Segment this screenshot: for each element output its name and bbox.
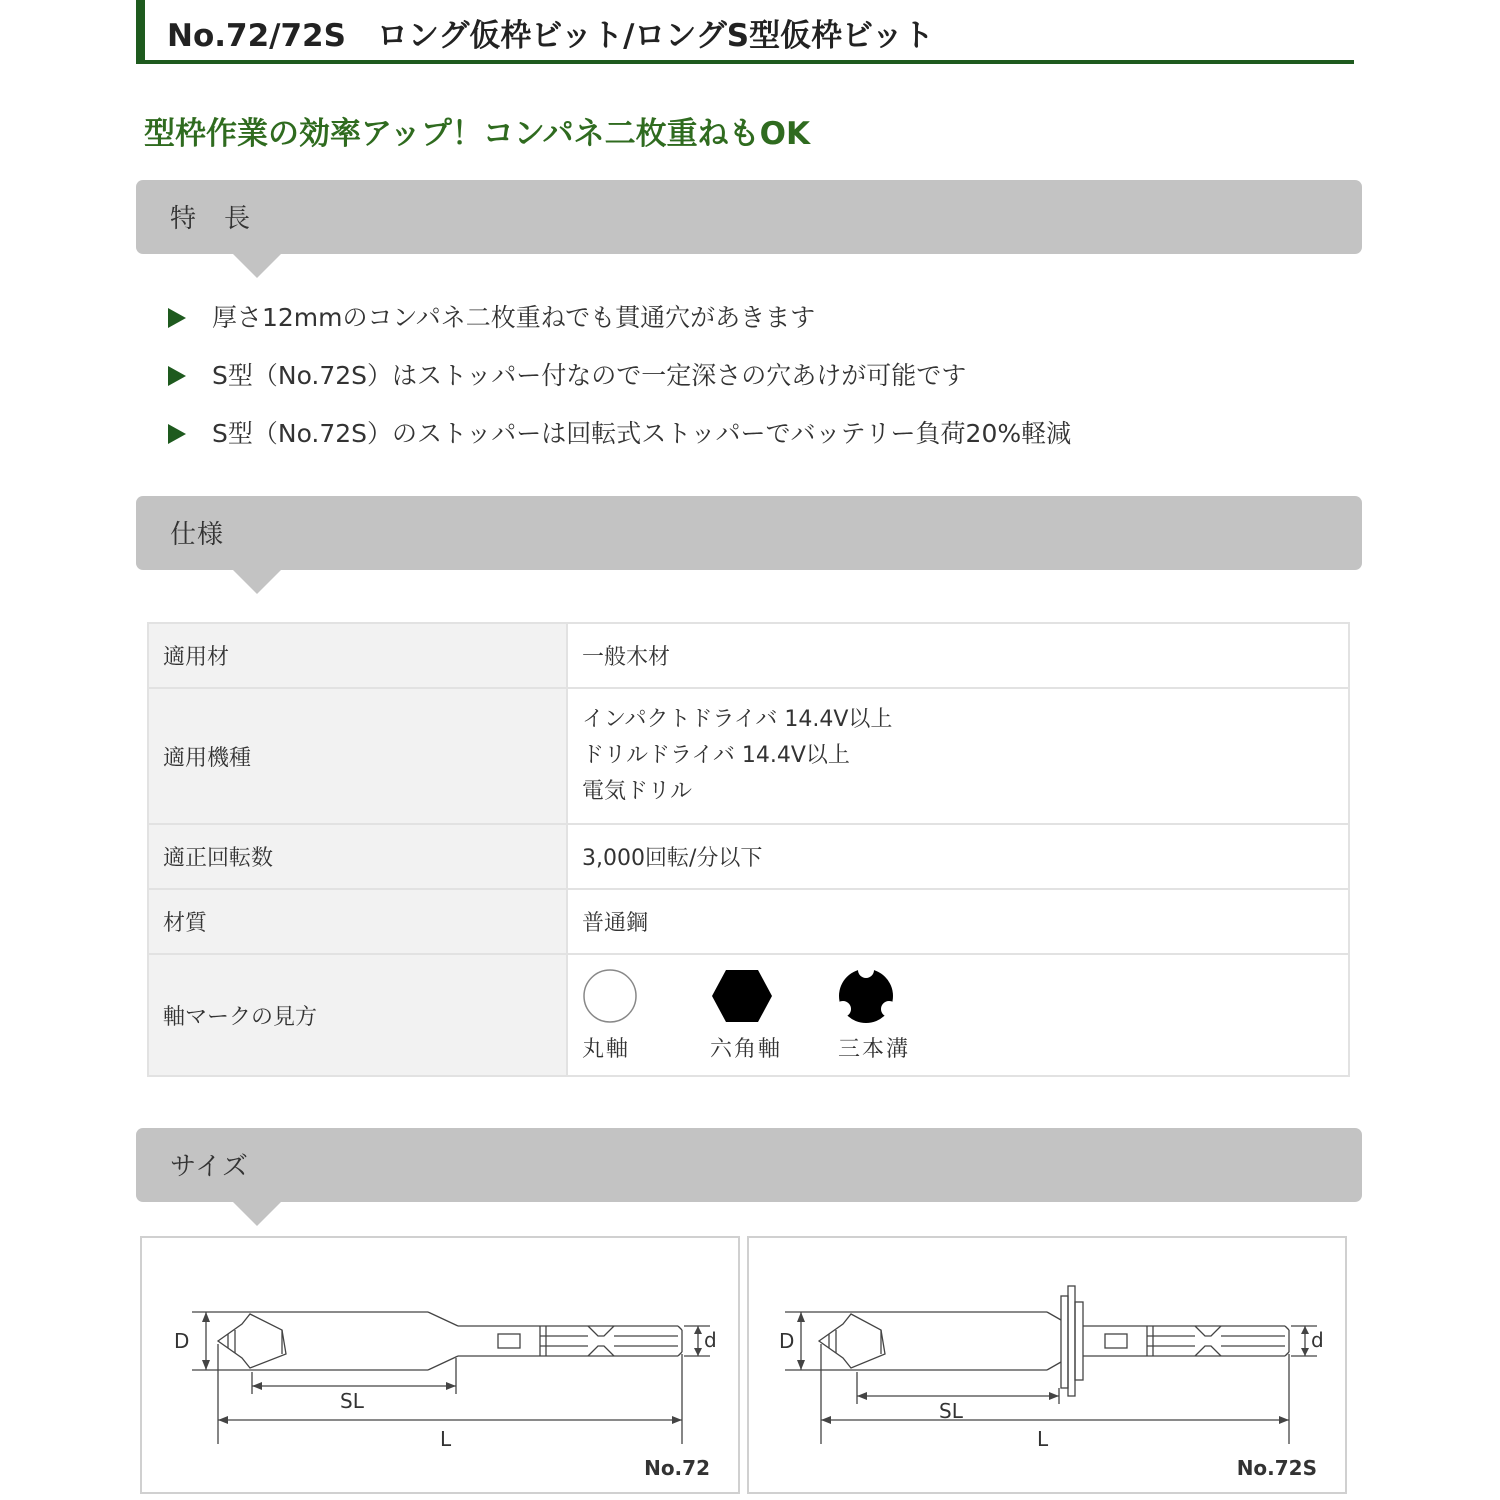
- triangle-bullet-icon: [168, 308, 186, 328]
- spec-table: [147, 622, 1350, 1077]
- section-title-size: サイズ: [170, 1152, 249, 1182]
- triangle-bullet-icon: [168, 424, 186, 444]
- hex-shaft-icon: [710, 968, 774, 1024]
- section-title-specs: 仕様: [170, 520, 225, 550]
- round-shaft-icon: [582, 968, 638, 1024]
- dim-label-SL: SL: [340, 1389, 364, 1413]
- axis-marks: [582, 968, 1334, 1063]
- triangle-bullet-icon: [168, 366, 186, 386]
- spec-value: 一般木材: [567, 623, 1349, 688]
- section-title-features: 特 長: [170, 204, 252, 234]
- page-title: No.72/72S ロング仮枠ビット/ロングS型仮枠ビット: [167, 18, 934, 54]
- table-row: [148, 688, 1349, 824]
- dim-label-d: d: [704, 1328, 717, 1352]
- section-header-specs: [136, 496, 1362, 570]
- dim-label-d: d: [1311, 1328, 1324, 1352]
- section-pointer: [233, 254, 281, 278]
- spec-key: 適用機種: [148, 688, 567, 824]
- section-header-size: [136, 1128, 1362, 1202]
- spec-value: 普通鋼: [567, 889, 1349, 954]
- spec-value: [567, 954, 1349, 1076]
- size-diagram-no72: [140, 1236, 740, 1494]
- model-label: No.72: [644, 1456, 710, 1480]
- spec-value: 3,000回転/分以下: [567, 824, 1349, 889]
- section-pointer: [233, 570, 281, 594]
- table-row: [148, 954, 1349, 1076]
- axis-caption: 三本溝: [838, 1036, 911, 1062]
- spec-key: 適用材: [148, 623, 567, 688]
- three-groove-shaft-icon: [838, 968, 894, 1024]
- size-diagram-no72s: [747, 1236, 1347, 1494]
- section-header-features: [136, 180, 1362, 254]
- table-row: [148, 824, 1349, 889]
- dim-label-D: D: [174, 1329, 190, 1353]
- feature-item: 厚さ12mmのコンパネ二枚重ねでも貫通穴があきます: [168, 298, 815, 334]
- dim-label-SL: SL: [939, 1399, 963, 1423]
- axis-caption: 丸軸: [582, 1036, 631, 1062]
- table-row: [148, 889, 1349, 954]
- page-title-bar: [136, 0, 1354, 64]
- dim-label-L: L: [440, 1427, 452, 1451]
- axis-caption: 六角軸: [710, 1036, 783, 1062]
- spec-key: 材質: [148, 889, 567, 954]
- table-row: [148, 623, 1349, 688]
- model-label: No.72S: [1236, 1456, 1317, 1480]
- spec-value: インパクトドライバ 14.4V以上 ドリルドライバ 14.4V以上 電気ドリル: [567, 688, 1349, 824]
- feature-item: S型（No.72S）のストッパーは回転式ストッパーでバッテリー負荷20%軽減: [168, 414, 1071, 450]
- dim-label-L: L: [1037, 1427, 1049, 1451]
- catchphrase: 型枠作業の効率アップ！コンパネ二枚重ねもOK: [144, 116, 811, 152]
- section-pointer: [233, 1202, 281, 1226]
- feature-item: S型（No.72S）はストッパー付なので一定深さの穴あけが可能です: [168, 356, 966, 392]
- spec-key: 適正回転数: [148, 824, 567, 889]
- dim-label-D: D: [779, 1329, 795, 1353]
- spec-key: 軸マークの見方: [148, 954, 567, 1076]
